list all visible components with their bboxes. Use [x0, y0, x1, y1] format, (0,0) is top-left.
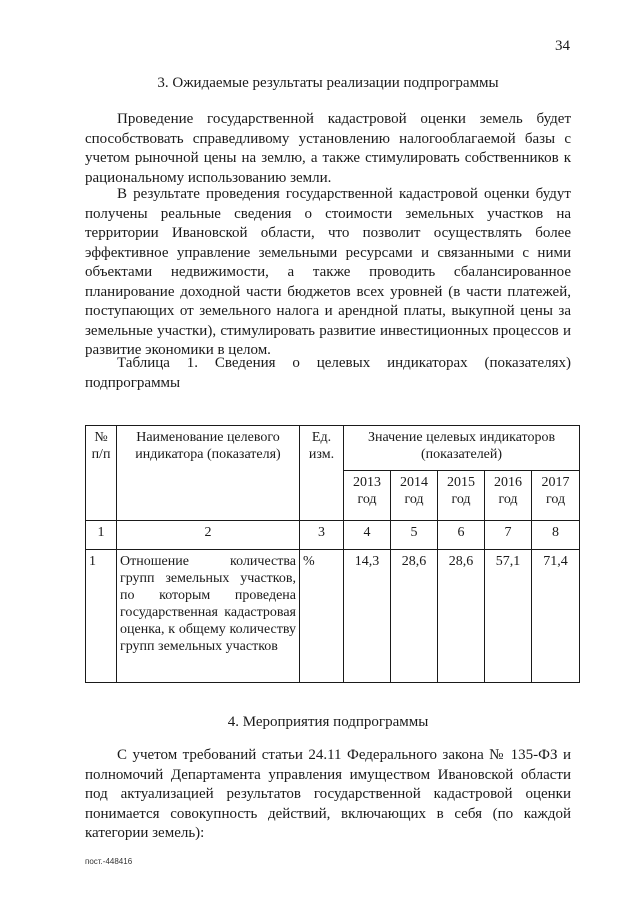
row-value-2015: 28,6	[438, 550, 485, 683]
row-value-2013: 14,3	[344, 550, 391, 683]
section-3-heading: 3. Ожидаемые результаты реализации подпрограммы	[157, 75, 499, 91]
header-year-2015: 2015 год	[438, 471, 485, 521]
header-unit: Ед. изм.	[300, 426, 344, 521]
row-indicator-name: Отношение количества групп земельных участков, по которым проведена государственная кадастровая оценка, к общему количеству групп земельных участков	[117, 550, 300, 683]
section-3-paragraph-2: В результате проведения государственной кадастровой оценки будут получены реальные сведения о стоимости земельных участков на территории Ивановской области, что позволит осуществлять более эффективное управление земельными ресурсами и связанными с ними объектами недвижимости, а также проводить сбалансированное планирование доходной части бюджетов всех уровней (в части платежей, поступающих от земельного налога и арендной платы, выкупной цены за земельные участки), стимулировать развитие инвестиционных процессов и развитие экономики в целом.	[85, 186, 571, 358]
numbering-cell: 6	[438, 521, 485, 550]
header-num: № п/п	[86, 426, 117, 521]
table-header-row	[86, 426, 580, 471]
header-year-2017: 2017 год	[532, 471, 580, 521]
page-number: 34	[555, 38, 570, 54]
row-value-2017: 71,4	[532, 550, 580, 683]
numbering-cell: 3	[300, 521, 344, 550]
numbering-cell: 2	[117, 521, 300, 550]
table-caption: Таблица 1. Сведения о целевых индикаторах (показателях) подпрограммы	[85, 355, 571, 391]
header-year-2016: 2016 год	[485, 471, 532, 521]
table-row	[86, 550, 580, 683]
section-3-paragraph-1: Проведение государственной кадастровой оценки земель будет способствовать справедливому установлению налогооблагаемой базы с учетом рыночной цены на землю, а также стимулировать собственников к рациональному использованию земли.	[85, 111, 571, 186]
row-unit: %	[300, 550, 344, 683]
section-4-heading: 4. Мероприятия подпрограммы	[227, 714, 429, 730]
header-year-2013: 2013 год	[344, 471, 391, 521]
table-numbering-row	[86, 521, 580, 550]
row-num: 1	[86, 550, 117, 683]
numbering-cell: 7	[485, 521, 532, 550]
header-year-2014: 2014 год	[391, 471, 438, 521]
numbering-cell: 8	[532, 521, 580, 550]
footer-document-code: пост.-448416	[85, 857, 133, 866]
row-value-2016: 57,1	[485, 550, 532, 683]
header-name: Наименование целевого индикатора (показателя)	[117, 426, 300, 521]
numbering-cell: 5	[391, 521, 438, 550]
indicators-table	[85, 425, 580, 683]
row-value-2014: 28,6	[391, 550, 438, 683]
numbering-cell: 4	[344, 521, 391, 550]
header-values: Значение целевых индикаторов (показателей)	[344, 426, 580, 471]
numbering-cell: 1	[86, 521, 117, 550]
section-4-paragraph-1: С учетом требований статьи 24.11 Федерального закона № 135-ФЗ и полномочий Департамента управления имуществом Ивановской области под актуализацией результатов государственной кадастровой оценки понимается совокупность действий, включающих в себя (по каждой категории земель):	[85, 747, 571, 841]
